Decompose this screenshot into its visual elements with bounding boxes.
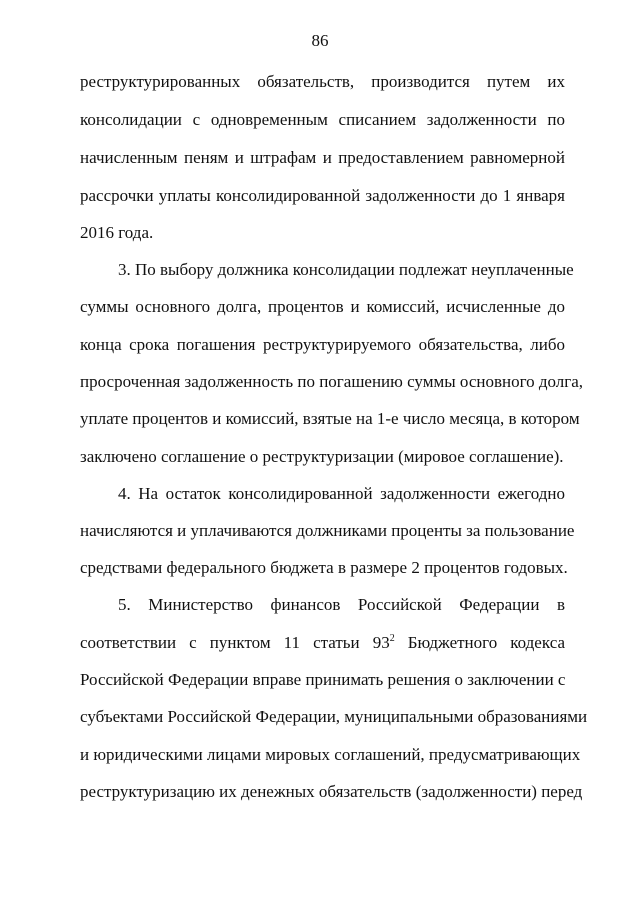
text-line: уплате процентов и комиссий, взятые на 1-е число месяца, в котором xyxy=(80,409,580,428)
text-line: рассрочки уплаты консолидированной задолженности до 1 января xyxy=(80,186,565,205)
text-line: начисляются и уплачиваются должниками проценты за пользование xyxy=(80,521,575,540)
text-line: Российской Федерации вправе принимать решения о заключении с xyxy=(80,670,566,689)
text-line: средствами федерального бюджета в размере 2 процентов годовых. xyxy=(80,558,568,577)
text-line: реструктуризацию их денежных обязательств (задолженности) перед xyxy=(80,782,583,801)
text-line: 3. По выбору должника консолидации подлежат неуплаченные xyxy=(118,260,574,279)
text-segment: соответствии с пунктом 11 статьи 93 xyxy=(80,633,390,652)
text-line: 5. Министерство финансов Российской Федерации в xyxy=(118,595,565,614)
text-line: 4. На остаток консолидированной задолженности ежегодно xyxy=(118,484,565,503)
text-line: 2016 года. xyxy=(80,223,154,242)
text-line: реструктурированных обязательств, производится путем их xyxy=(80,72,565,91)
text-line: начисленным пеням и штрафам и предоставлением равномерной xyxy=(80,148,565,167)
text-line xyxy=(80,632,565,654)
text-line: суммы основного долга, процентов и комиссий, исчисленные до xyxy=(80,297,565,316)
text-line: и юридическими лицами мировых соглашений, предусматривающих xyxy=(80,745,581,764)
text-line: консолидации с одновременным списанием задолженности по xyxy=(80,110,565,129)
superscript: 2 xyxy=(389,633,395,644)
text-line: субъектами Российской Федерации, муниципальными образованиями xyxy=(80,707,588,726)
text-line: заключено соглашение о реструктуризации (мировое соглашение). xyxy=(80,447,564,466)
page-number: 86 xyxy=(311,31,329,50)
text-line: конца срока погашения реструктурируемого обязательства, либо xyxy=(80,335,565,354)
text-line: просроченная задолженность по погашению суммы основного долга, xyxy=(80,372,584,391)
text-segment: Бюджетного кодекса xyxy=(394,633,565,652)
